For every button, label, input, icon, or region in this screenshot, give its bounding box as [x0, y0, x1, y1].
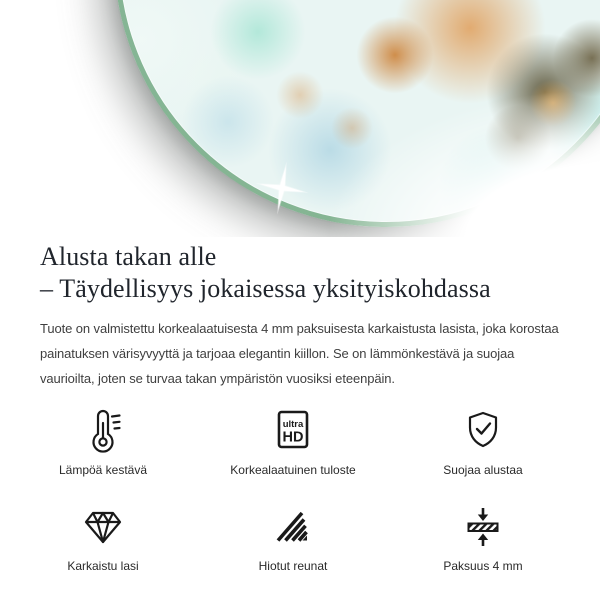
feature-label: Suojaa alustaa: [443, 463, 523, 477]
feature-tempered-glass: [8, 503, 198, 573]
feature-protects-base: [388, 407, 578, 477]
feature-label: Lämpöä kestävä: [58, 463, 148, 477]
ultra-hd-icon: [271, 407, 315, 455]
page-title: [40, 241, 560, 305]
feature-label: Hiotut reunat: [258, 559, 328, 573]
sparkle-icon: [254, 160, 310, 216]
feature-label: Korkealaatuinen tuloste: [230, 463, 356, 477]
thermometer-icon: [81, 407, 125, 455]
diamond-icon: [81, 503, 125, 551]
thickness-icon: [461, 503, 505, 551]
feature-thickness: [388, 503, 578, 573]
image-white-fade: [330, 80, 600, 237]
hero-product-image: [0, 0, 600, 237]
feature-print-quality: [198, 407, 388, 477]
product-description: Tuote on valmistettu korkealaatuisesta 4 mm paksuisesta karkaistusta lasista, joka korostaa painatuksen värisyvyyttä ja tarjoaa elegantin kiillon. Se on lämmönkestävä ja suojaa vaurioilta, joten se turvaa takan ympäristön vuosiksi eteenpäin.: [40, 321, 559, 386]
feature-polished-edges: [198, 503, 388, 573]
feature-heat-resistant: [8, 407, 198, 477]
heading-line-1: Alusta takan alle: [40, 242, 217, 271]
product-copy-section: [0, 237, 600, 391]
shield-check-icon: [461, 407, 505, 455]
feature-label: Paksuus 4 mm: [443, 559, 523, 573]
feature-grid: [8, 407, 578, 573]
ultra-hd-text-bottom: HD: [282, 429, 304, 446]
polished-edges-icon: [271, 503, 315, 551]
heading-line-2: – Täydellisyys jokaisessa yksityiskohdassa: [40, 274, 491, 303]
ultra-hd-text-top: ultra: [282, 419, 304, 430]
feature-label: Karkaistu lasi: [67, 559, 139, 573]
